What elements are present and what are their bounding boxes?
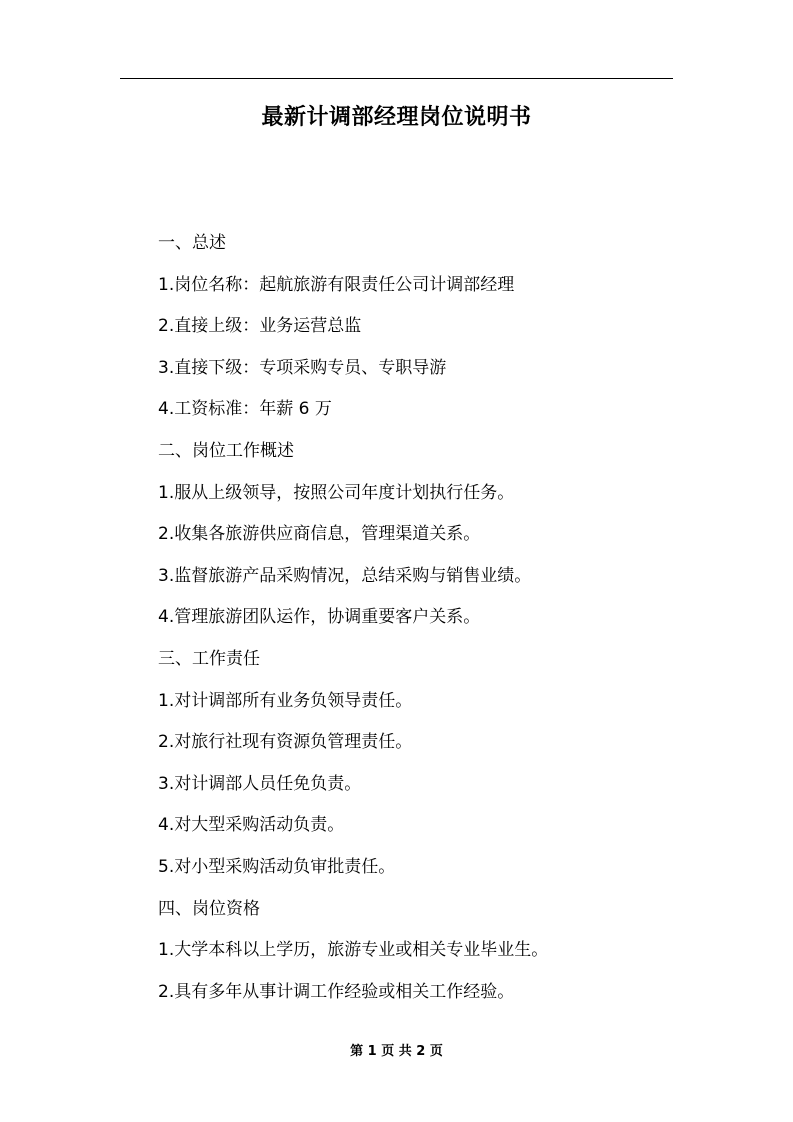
body-line: 4.工资标准：年薪 6 万: [158, 399, 332, 420]
document-body: [158, 226, 678, 1016]
section-heading: 四、岗位资格: [158, 898, 260, 919]
body-line: 5.对小型采购活动负审批责任。: [158, 856, 396, 877]
section-heading: 一、总述: [158, 233, 226, 253]
body-line: 3.监督旅游产品采购情况，总结采购与销售业绩。: [158, 565, 532, 586]
page-footer: 第 1 页 共 2 页: [350, 1044, 443, 1059]
body-line: 1.对计调部所有业务负领导责任。: [158, 690, 413, 711]
section-heading: 三、工作责任: [158, 648, 260, 669]
body-line: 3.对计调部人员任免负责。: [158, 773, 362, 794]
body-line: 2.具有多年从事计调工作经验或相关工作经验。: [158, 981, 515, 1002]
body-line: 2.对旅行社现有资源负管理责任。: [158, 732, 413, 753]
section-heading: 二、岗位工作概述: [158, 440, 294, 461]
body-line: 4.对大型采购活动负责。: [158, 815, 345, 836]
document-title: 最新计调部经理岗位说明书: [261, 105, 532, 130]
header-rule: [120, 78, 673, 79]
body-line: 2.直接上级：业务运营总监: [158, 316, 362, 337]
body-line: 3.直接下级：专项采购专员、专职导游: [158, 357, 447, 378]
body-line: 4.管理旅游团队运作，协调重要客户关系。: [158, 607, 481, 628]
body-line: 1.大学本科以上学历，旅游专业或相关专业毕业生。: [158, 940, 549, 961]
body-line: 1.服从上级领导，按照公司年度计划执行任务。: [158, 482, 515, 503]
body-line: 1.岗位名称：起航旅游有限责任公司计调部经理: [158, 274, 515, 295]
body-line: 2.收集各旅游供应商信息，管理渠道关系。: [158, 524, 481, 545]
